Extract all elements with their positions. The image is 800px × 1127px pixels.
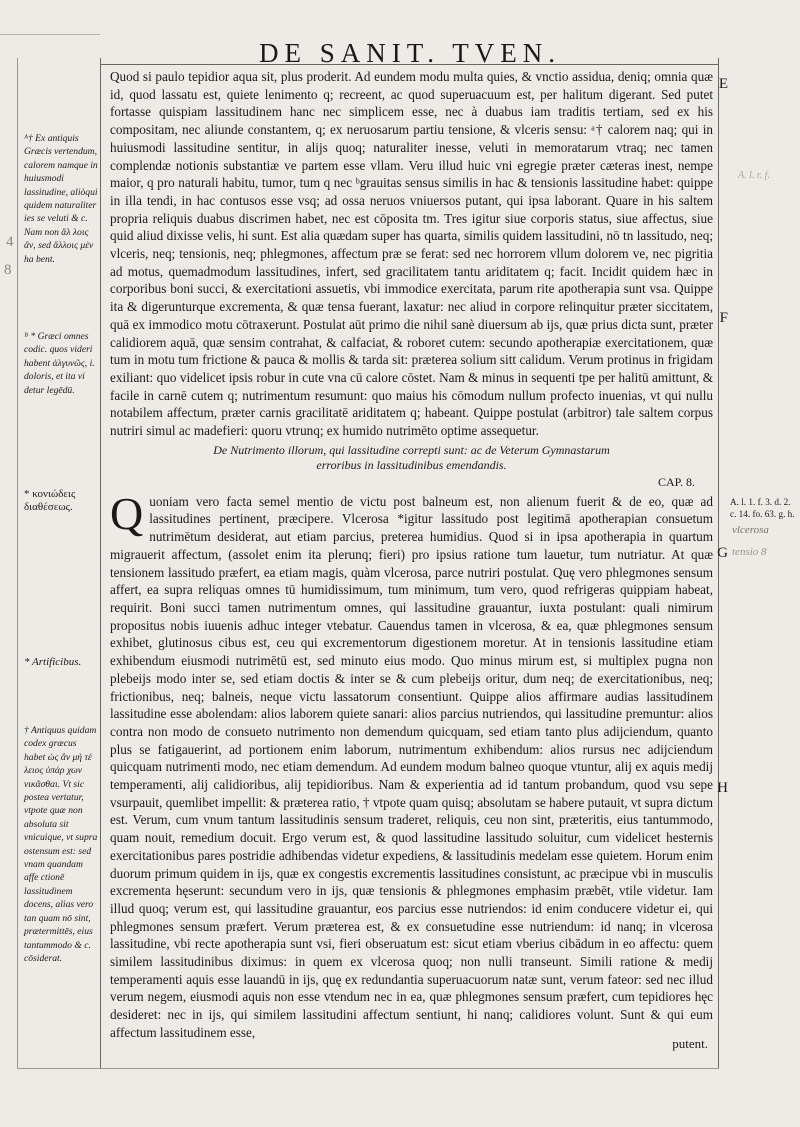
caption-line-1: De Nutrimento illorum, qui lassitudine correpti sunt: ac de Veterum Gymnastarum [213,442,610,457]
catchword: putent. [672,1036,708,1051]
margin-note-artificibus: * Artificibus. [24,656,82,668]
pencil-mark-4: 4 [6,234,14,250]
handwritten-note-3: tensio 8 [732,546,767,558]
margin-note-greek: * κονιώδεις διαθέσεως. [24,488,76,514]
margin-note-dagger: † Antiquus quidam codex græcus habet ὡς ἂν μὴ τέ λειος ὑπάρ χων νικᾶσθαι. Vt sic postea vertatur, vtpote quæ non absoluta sit vnicuique, vt supra ostensum est: sed vnam quandam affe ctionē lassitudinem docens, alias vero tan quam nō sint, prætermittēs, eius tantummodo & c. cōsiderat. [24,725,98,964]
pencil-mark-8: 8 [4,262,12,278]
margin-reference: A. l. 1. f. 3. d. 2. c. 14. fo. 63. g. h. [730,497,795,519]
handwritten-note-1: A. l. r. f. [738,170,770,181]
section-letter-g: G [717,545,728,561]
bottom-rule [17,1068,719,1069]
paragraph-1: Quod si paulo tepidior aqua sit, plus proderit. Ad eundem modu multa quies, & vnctio assidua, deniq; omnia quæ id, quod lassatu est, quiete lenimento q; recreent, ac quod superuacuum est, per halitum digerant. Sed putet fortasse quispiam lassitudinem hanc nec simplicem esse, nec à duabus iam traditis tertiam, sed ex his compositam, nec aliunde constantem, q; ex neruosarum partiu tensione, & vlceris sensu: ᵃ† calorem naq; qui in huiusmodi lassitudine sentitur, in alijs quoq; naturaliter inesse, veluti in memoratarum vtraq; nec tamen complendæ notionis substantiæ ve partem esse vllam. Veru illud huic vni egregie præter cæteras inest, nempe maior, q pro naturali habitu, tumor, tum q nec ᵇgrauitas sensus similis in hac & tensionis lassitudine habet: quippe in illa tendi, in hac contusos esse vsq; ad ossa neruos vniuersos putant, qui ipsa laborant. Quare in his saltem propria reliquis duabus discrimen habet, nec est cōposita tm. Tres igitur siue corporis status, siue affectus, siue quid aliud dixisse velis, hi sunt. Est alia quædam super has quarta, similis quidem lassitudini, nō tn lassitudo, neq; vlceris, neq; tensionis, neq; phlegmones, affectum præ se ferat: sed nec horrorem vllum dolorem ve, nec pigritia ad motus, quemadmodum lassitudines, infert, sed gracilitatem tantu ariditatem q; facit. Incidit quidem hæc in corporibus boni succi, & exercitationi assuetis, vbi immodice exercitata, parum rite apotherapia sunt vsa. Quippe ita & digerunturque excrementa, & quæ tensa fuerant, laxatur: nec aliud in corpore relinquitur præter siccitatem, quā ex immodico motu cōtraxerunt. Postulat aūt primo die nihil sanè diuersum ab ijs, quæ prius dicta sunt, præter calidiorem aquā, quæ sensim contrahat, & calfaciat, & roboret cutem: secundo apotherapiæ exercitationem, quæ tum in motu tum frictione & pauca & mollis & tarda sit: præterea solium sitt calidum. Verum protinus in frigidam exiliant: quo videlicet ipsis robur in cute vna cū calore cōstet. Nam & minus in sequenti tpe per halitū amittunt, & facile in carnē cutem q; nutrimentum resumunt: quo maius his cōmodum nullum profecto inuenias, vt qui nullu notabilem affectum, præter carnis gracilitatē ariditatem q; habeant. Quippe postulat (arbitror) tale saltem corpus nutriri simul ac madefieri: quoru vtrunq; ex humido nutrimēto optime assequetur. [110,69,713,439]
running-title: DE SANIT. TVEN. [259,38,561,68]
section-letter-h: H [717,780,728,796]
left-margin-rule [100,58,101,1068]
outer-left-rule [17,58,18,1068]
right-margin-rule [718,58,719,1068]
chapter-caption [110,443,713,473]
handwritten-note-2: vlcerosa [732,524,769,536]
caption-line-2: erroribus in lassitudinibus emendandis. [316,457,507,472]
section-letter-f: F [719,310,728,326]
paragraph-2 [110,487,713,1042]
paragraph-2-text: uoniam vero facta semel mentio de victu post balneum est, non alienum fuerit & de eo, quæ ad lassitudines pertinent, præcipere. Vlcerosa *igitur lassitudo post legitimā apotherapian consuetum nutrimētum desiderat, aut etiam parcius, preterea humidius. Quod si in ipsa apotherapia in quartum migrauerit affectum, (assolet enim ita plerunq; fieri) pro ipsius ratione tum lauetur, tum nutriatur. At quæ tensionem lassitudo præfert, ea etiam magis, quàm vlcerosa, parce nutriri postulat. Quę vero phlegmones sensum affert, ea supra reliquas omnes tū humidissimum, tum minimum, tum vero, quod refrigeras quippiam habeat, requirit. Boni succi tamen nutrimentum omnes, qui lassitudine grauantur, iuxta postulant: quali nimirum propositus nobis iuuenis adhuc integer vtebatur. Cauendus tamen in vlcerosa, & ea, quæ phlegmones sensum exhibet, glutinosus cibus est, ceu qui excrementorum digestionem moretur. At in tensionis lassitudine etiam exhibendum eiusmodi nutrimētū est, sed minuto eius modo. Quo minus mirum est, si multiplex pugna non plebeijs modo inter se, sed etiam doctis & inter se & cum plebeijs oritur, dum neq; de exercitationibus, neq; frictionibus, neq; balneis, neque victu lassatorum consentiunt. Quippe alios affirmare audias lassitudinem lassitudine esse abolendam: alios laborem quiete sanari: alios parcius nutriendos, qui lassitudine premuntur: alios contra non modo de consueto nutrimento non demendum quicquam, sed etiam tanto plus adijciendum, quanto plus se fatigauerint, ad portionem enim laborum, nutrimentum exhibendum: alios rursus nec adijciendum quicquam nutrimenti modo, nec etiam demendum. Ad eundem modum balneo quoque vtuntur, alij ex aquis medij temperamenti, alij calidioribus, alij tepidioribus. Nam & experientia ad id tantum probandum, quod vsu sepe vsurpauit, quemlibet impellit: & præterea ratio, † vtpote quam quisq; absolutam se habere putauit, vt supra dictum est. Verum, cum vnum tantum lassitudinis sensum traderet, reliquis, ceu non sint, præteritis, eius tantummodo, quam nouit, remedium docuit. Ergo verum est, & quod lassitudine lassitudo soluitur, cum videlicet hesternis exercitationibus pares postridie adhibendas videtur expediens, & lassitudinis medelam esse quietem. Horum enim duorum primum quidem in ijs, quæ ex congestis excrementis lassitudines consistunt, ac præcipue vbi in musculis excrementa hęserunt: secundum vero in ijs, quæ tensionis & phlegmones emphasim præbēt, vtile videtur. Iam illud quoq; verum est, qui lassitudine grauantur, eos parcius esse nutriendos: id enim conducere videtur ei, qui phlegmones sensum præfert. Verum præterea est, & ex consuetudine esse nutriendum: id nanq; in vlcerosa lassitudine, vbi recte apotherapia sunt vsi, fieri obseruatum est: sicut etiam vberius cibādum in eo affectu: quem similem lassitudinibus diximus: in quem ex vlcerosa quoq; non nulli transeunt. Simili ratione & medij temperamenti aquis esse lauandū in ijs, quę ex redundantia superuacuorum natæ sunt, verum fateor: sed nec illud verum negem, eiusmodi aquis non esse vtendum nec in ea, quæ phlegmones sensum præfert, cum tepidiores hęc desideret: nec in ijs, qui similem lassitudini affectum sentiunt, hi nanq; calidiores volunt. Sunt & qui eum affectum lassitudinem esse, [110,493,713,1040]
margin-note-b: ᴮ * Græci omnes codic. quos videri habent ἀλγυνῶς, i. doloris, et ita vi detur legēdū. [24,331,95,396]
drop-cap: Q [110,487,144,539]
top-rule [0,34,100,35]
chapter-number: CAP. 8. [657,474,695,489]
margin-note-a: ᴬ† Ex antiquis Græcis vertendum, calorem namque in huiusmodi lassitudine, aliòqui quidem naturaliter ies se veluti & c. Nam non ἄλ λοις ἂν, sed ἄλλοις μὲν ha bent. [24,133,98,265]
main-text-block [110,68,713,1042]
section-letter-e: E [718,76,728,92]
